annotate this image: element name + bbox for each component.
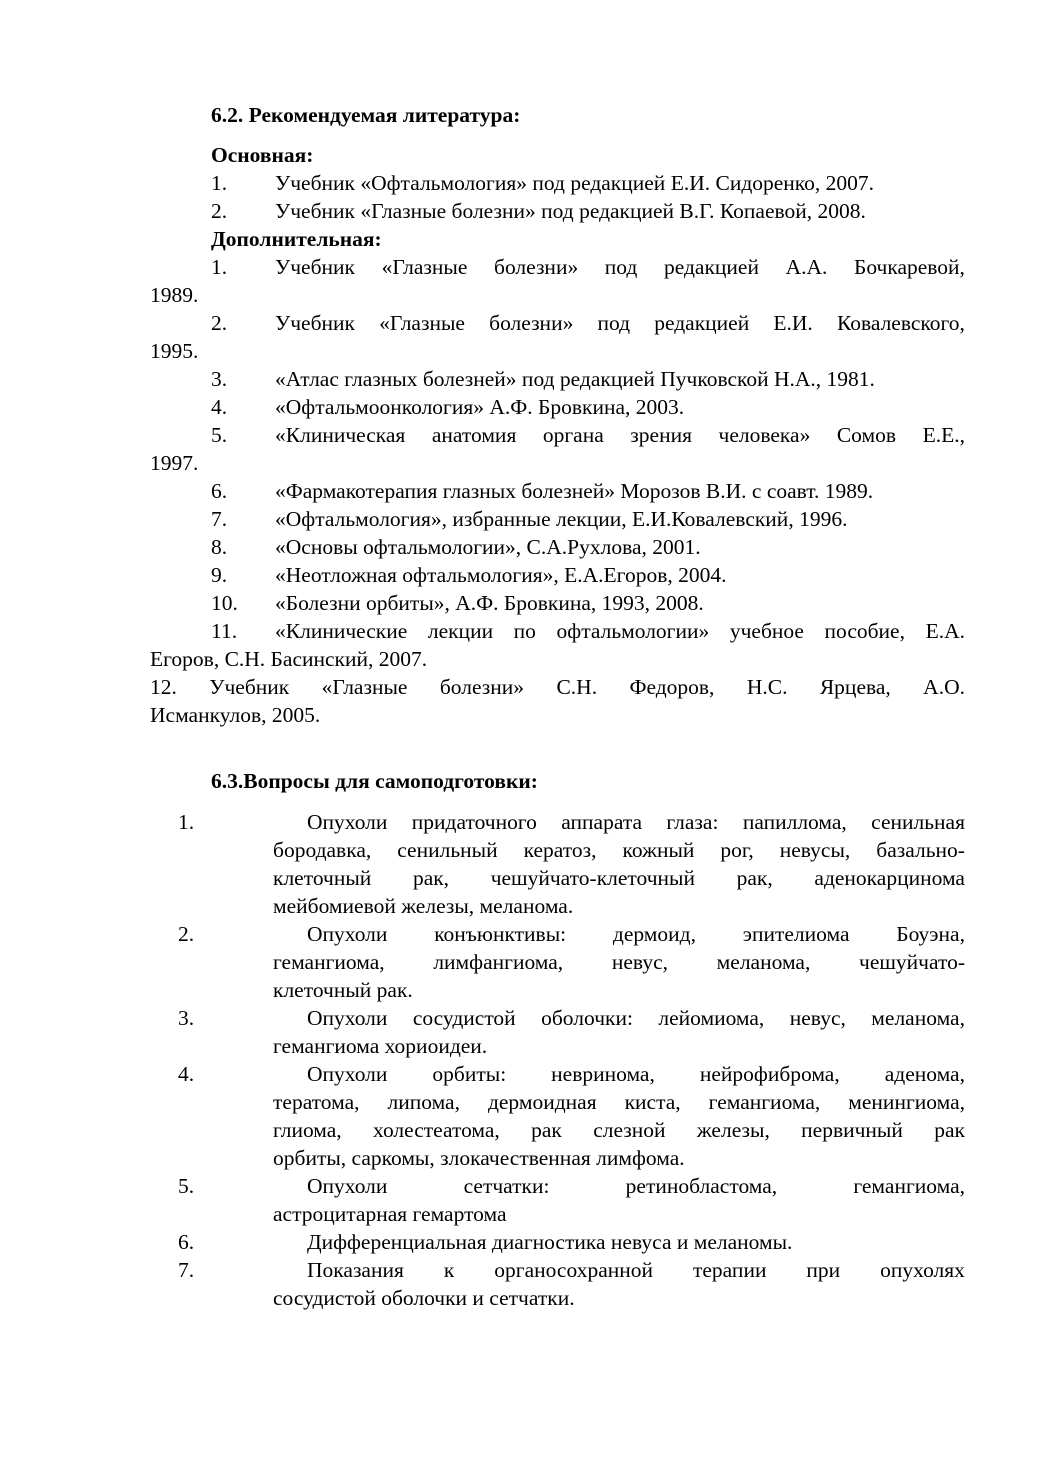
- word: клеточный: [273, 866, 372, 890]
- word: бородавка,: [273, 838, 372, 862]
- word: по: [513, 619, 536, 643]
- word: Показания: [307, 1258, 404, 1282]
- subheading-additional: Дополнительная:: [211, 227, 382, 251]
- word: глаза:: [666, 810, 719, 834]
- word: Учебник: [209, 675, 290, 699]
- list-item-continuation: Егоров, С.Н. Басинский, 2007.: [150, 647, 428, 671]
- word: лейомиома,: [658, 1006, 765, 1030]
- list-item-text: «Офтальмология», избранные лекции, Е.И.Ковалевский, 1996.: [275, 507, 848, 531]
- question-text: [307, 1172, 965, 1200]
- word: меланома,: [716, 950, 811, 974]
- word: Опухоли: [307, 810, 388, 834]
- word: гемангиома,: [708, 1090, 821, 1114]
- word: гемангиома,: [853, 1174, 965, 1198]
- list-number: 11.: [211, 619, 238, 643]
- word: А.О.: [923, 675, 965, 699]
- word: Е.И.: [773, 311, 813, 335]
- question-text: [307, 1060, 965, 1088]
- word: лимфангиома,: [433, 950, 564, 974]
- word: к: [443, 1258, 455, 1282]
- word: аденокарцинома: [814, 866, 965, 890]
- list-number: 2.: [211, 199, 228, 223]
- question-number: 3.: [178, 1006, 195, 1030]
- word: пособие,: [824, 619, 905, 643]
- word: невринома,: [551, 1062, 655, 1086]
- word: базально-: [876, 838, 965, 862]
- word: Бочкаревой,: [853, 255, 965, 279]
- word: чешуйчато-клеточный: [490, 866, 695, 890]
- question-number: 7.: [178, 1258, 195, 1282]
- word: 12.: [150, 675, 177, 699]
- word: Федоров,: [629, 675, 715, 699]
- word: анатомия: [431, 423, 517, 447]
- question-number: 4.: [178, 1062, 195, 1086]
- word: редакцией: [654, 311, 750, 335]
- word: учебное: [729, 619, 804, 643]
- word: конъюнктивы:: [434, 922, 567, 946]
- question-number: 6.: [178, 1230, 195, 1254]
- list-item-continuation: 1995.: [150, 339, 199, 363]
- word: первичный: [801, 1118, 903, 1142]
- word: зрения: [630, 423, 692, 447]
- word: «Глазные: [321, 675, 408, 699]
- word: киста,: [624, 1090, 681, 1114]
- word: редакцией: [663, 255, 759, 279]
- list-item-text: Учебник «Глазные болезни» под редакцией В.Г. Копаевой, 2008.: [275, 199, 866, 223]
- word: сосудистой: [412, 1006, 516, 1030]
- word: ретинобластома,: [625, 1174, 778, 1198]
- list-number: 1.: [211, 255, 228, 279]
- word: рак,: [412, 866, 450, 890]
- question-text: [307, 920, 965, 948]
- word: рог,: [720, 838, 754, 862]
- word: глиома,: [273, 1118, 342, 1142]
- word: болезни»: [494, 255, 579, 279]
- word: Опухоли: [307, 1062, 388, 1086]
- word: терапии: [692, 1258, 767, 1282]
- list-item-continuation: Исманкулов, 2005.: [150, 703, 321, 727]
- word: Опухоли: [307, 1174, 388, 1198]
- question-text: Дифференциальная диагностика невуса и меланомы.: [307, 1230, 793, 1254]
- list-number: 8.: [211, 535, 228, 559]
- word: при: [806, 1258, 841, 1282]
- question-text: гемангиома хориоидеи.: [273, 1034, 488, 1058]
- word: придаточного: [411, 810, 537, 834]
- word: сенильный: [397, 838, 498, 862]
- word: папиллома,: [742, 810, 847, 834]
- question-text: мейбомиевой железы, меланома.: [273, 894, 574, 918]
- question-text: орбиты, саркомы, злокачественная лимфома.: [273, 1146, 685, 1170]
- list-item-continuation: 1997.: [150, 451, 199, 475]
- word: невус,: [611, 950, 668, 974]
- word: органосохранной: [494, 1258, 654, 1282]
- word: железы,: [696, 1118, 770, 1142]
- word: «Глазные: [379, 311, 465, 335]
- word: под: [597, 311, 631, 335]
- word: Н.С.: [746, 675, 788, 699]
- word: Учебник: [275, 311, 355, 335]
- word: дермоидная: [487, 1090, 597, 1114]
- word: чешуйчато-: [859, 950, 965, 974]
- list-item-text: [275, 421, 965, 449]
- question-text: [273, 836, 965, 864]
- question-text: [273, 948, 965, 976]
- list-number: 5.: [211, 423, 228, 447]
- word: менингиома,: [848, 1090, 965, 1114]
- word: Е.А.: [925, 619, 965, 643]
- word: дермоид,: [612, 922, 696, 946]
- word: эпителиома: [742, 922, 850, 946]
- question-text: астроцитарная гемартома: [273, 1202, 507, 1226]
- list-item-text: «Неотложная офтальмология», Е.А.Егоров, 2004.: [275, 563, 727, 587]
- list-item-text: «Офтальмоонкология» А.Ф. Бровкина, 2003.: [275, 395, 685, 419]
- word: рак: [934, 1118, 965, 1142]
- list-number: 7.: [211, 507, 228, 531]
- word: «Клинические: [275, 619, 408, 643]
- word: сетчатки:: [463, 1174, 550, 1198]
- word: аденома,: [884, 1062, 965, 1086]
- word: невусы,: [779, 838, 851, 862]
- word: лекции: [427, 619, 494, 643]
- question-number: 1.: [178, 810, 195, 834]
- word: аппарата: [561, 810, 643, 834]
- word: рак: [531, 1118, 562, 1142]
- word: липома,: [387, 1090, 460, 1114]
- question-text: клеточный рак.: [273, 978, 413, 1002]
- word: Боуэна,: [896, 922, 965, 946]
- question-text: [273, 1116, 965, 1144]
- word: А.А.: [785, 255, 828, 279]
- word: сенильная: [871, 810, 965, 834]
- question-number: 5.: [178, 1174, 195, 1198]
- word: рак,: [736, 866, 773, 890]
- list-item-text: «Болезни орбиты», А.Ф. Бровкина, 1993, 2008.: [275, 591, 704, 615]
- word: Сомов: [836, 423, 897, 447]
- word: органа: [542, 423, 604, 447]
- list-item-text: [275, 617, 965, 645]
- word: Е.Е.,: [922, 423, 965, 447]
- word: меланома,: [871, 1006, 965, 1030]
- word: под: [604, 255, 638, 279]
- word: «Клиническая: [275, 423, 406, 447]
- list-item-continuation: 1989.: [150, 283, 199, 307]
- word: С.Н.: [556, 675, 598, 699]
- word: гемангиома,: [273, 950, 385, 974]
- list-item-text: [150, 673, 965, 701]
- list-item-text: «Основы офтальмологии», С.А.Рухлова, 2001.: [275, 535, 701, 559]
- word: офтальмологии»: [556, 619, 710, 643]
- word: кожный: [622, 838, 695, 862]
- word: кератоз,: [523, 838, 597, 862]
- question-text: сосудистой оболочки и сетчатки.: [273, 1286, 575, 1310]
- list-item-text: [275, 309, 965, 337]
- list-number: 1.: [211, 171, 228, 195]
- question-text: [307, 1004, 965, 1032]
- word: болезни»: [439, 675, 525, 699]
- word: оболочки:: [541, 1006, 633, 1030]
- list-item-text: [275, 253, 965, 281]
- list-number: 4.: [211, 395, 228, 419]
- word: Учебник: [275, 255, 355, 279]
- section-heading-questions: 6.3.Вопросы для самоподготовки:: [211, 769, 538, 793]
- question-number: 2.: [178, 922, 195, 946]
- list-item-text: «Атлас глазных болезней» под редакцией Пучковской Н.А., 1981.: [275, 367, 875, 391]
- subheading-main: Основная:: [211, 143, 314, 167]
- word: человека»: [718, 423, 811, 447]
- word: «Глазные: [381, 255, 468, 279]
- word: орбиты:: [432, 1062, 507, 1086]
- word: невус,: [789, 1006, 846, 1030]
- word: Опухоли: [307, 1006, 388, 1030]
- list-number: 6.: [211, 479, 228, 503]
- list-number: 10.: [211, 591, 238, 615]
- list-number: 9.: [211, 563, 228, 587]
- question-text: [273, 864, 965, 892]
- word: холестеатома,: [373, 1118, 500, 1142]
- question-text: [307, 1256, 965, 1284]
- word: слезной: [593, 1118, 666, 1142]
- list-item-text: «Фармакотерапия глазных болезней» Морозов В.И. с соавт. 1989.: [275, 479, 874, 503]
- list-number: 2.: [211, 311, 228, 335]
- word: Ярцева,: [819, 675, 891, 699]
- word: опухолях: [880, 1258, 965, 1282]
- list-number: 3.: [211, 367, 228, 391]
- list-item-text: Учебник «Офтальмология» под редакцией Е.И. Сидоренко, 2007.: [275, 171, 875, 195]
- word: тератома,: [273, 1090, 360, 1114]
- question-text: [273, 1088, 965, 1116]
- question-text: [307, 808, 965, 836]
- section-heading-literature: 6.2. Рекомендуемая литература:: [211, 103, 521, 127]
- word: болезни»: [489, 311, 574, 335]
- word: Опухоли: [307, 922, 388, 946]
- word: нейрофиброма,: [699, 1062, 840, 1086]
- word: Ковалевского,: [836, 311, 965, 335]
